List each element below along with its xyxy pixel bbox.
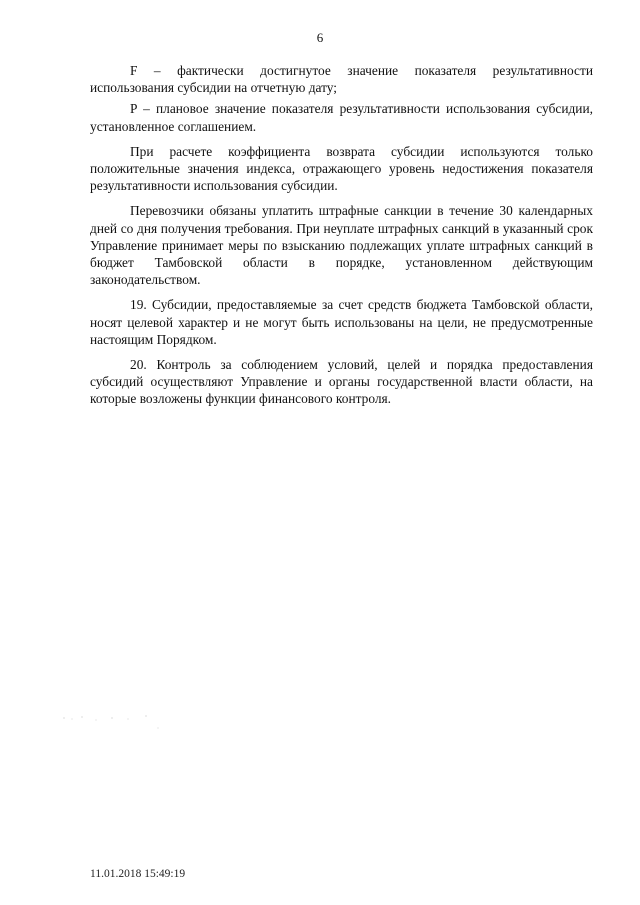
paragraph-p-definition: P – плановое значение показателя результативности использования субсидии, установленное соглашением.	[90, 101, 593, 134]
paragraph-penalties: Перевозчики обязаны уплатить штрафные санкции в течение 30 календарных дней со дня получения требования. При неуплате штрафных санкций в указанный срок Управление принимает меры по взысканию подлежащих уплате штрафных санкций в бюджет Тамбовской области в порядке, установленном действующим законодательством.	[90, 203, 593, 288]
print-timestamp: 11.01.2018 15:49:19	[90, 868, 186, 880]
paragraph-item-20: 20. Контроль за соблюдением условий, целей и порядка предоставления субсидий осуществляют Управление и органы государственной власти области, на которые возложены функции финансового контроля.	[90, 357, 593, 407]
scan-noise	[60, 712, 170, 732]
paragraph-f-definition: F – фактически достигнутое значение показателя результативности использования субсидии на отчетную дату;	[90, 63, 593, 96]
paragraph-item-19: 19. Субсидии, предоставляемые за счет средств бюджета Тамбовской области, носят целевой характер и не могут быть использованы на цели, не предусмотренные настоящим Порядком.	[90, 297, 593, 347]
page-number: 6	[316, 30, 324, 45]
document-body	[90, 62, 593, 416]
paragraph-coefficient-note: При расчете коэффициента возврата субсидии используются только положительные значения индекса, отражающего уровень недостижения показателя результативности использования субсидии.	[90, 143, 593, 194]
